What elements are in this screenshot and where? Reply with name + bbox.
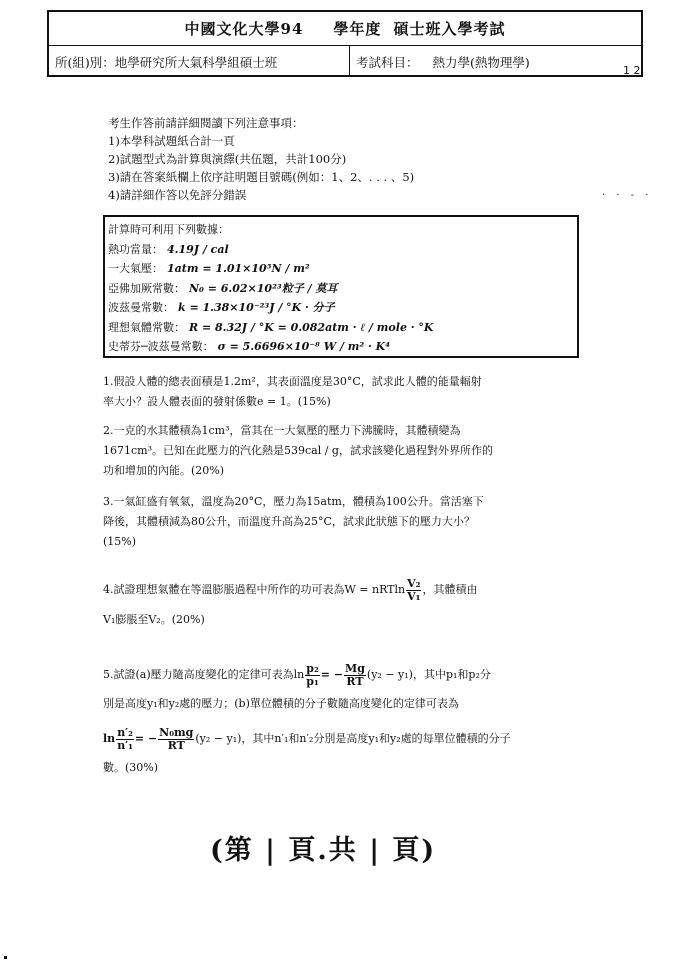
constant-row: 波茲曼常數： k = 1.38×10⁻²³J / °K · 分子	[108, 301, 335, 314]
constant-row: 史蒂芬─波茲曼常數： σ = 5.6696×10⁻⁸ W / m² · K⁴	[108, 340, 391, 353]
constant-row: 理想氣體常數： R = 8.32J / °K = 0.082atm · ℓ / mole · °K	[108, 320, 434, 334]
exam-title-row	[49, 12, 641, 46]
question-5: 5.試證(a)壓力隨高度變化的定律可表為ln $\frac{\text{p₂}}{\text{p₁}}$ = − $\frac{Mg}{RT}$ (y₂ − y₁)，其中p₁和p₂分 別是高度y₁和y₂處的壓力；(b)單位體積的分子數隨高度變化的定律可表為 ln $\frac{\text{n′₂}}{\text{n′₁}}$ = − $\frac{\text{N₀mg}}{RT}$ (y₂ − y₁)，其中n′₁和n′₂分別是高度y₁和y₂處的每單位體積的分子 數。(30%)	[103, 661, 511, 774]
year-label: 學年度	[333, 20, 382, 38]
subject: 熱力學(熱物理學)	[432, 54, 530, 70]
exam-header	[47, 10, 643, 77]
department-cell	[49, 46, 350, 77]
constants-title: 計算時可利用下列數據：	[108, 223, 229, 236]
institution: 中國文化大學94	[184, 20, 304, 38]
subject-cell	[350, 46, 641, 77]
instruction-item: 1)本學科試題紙合計一頁	[108, 134, 235, 148]
instructions	[108, 114, 414, 204]
instruction-item: 3)請在答案紙欄上依序註明題目號碼(例如：1、2、. . . 、5)	[108, 170, 415, 184]
constants-box	[103, 215, 579, 358]
fraction: $\frac{\text{n′₂}}{\text{n′₁}}$	[117, 725, 133, 752]
exam-name: 碩士班入學考試	[393, 20, 506, 38]
instruction-title: 考生作答前請詳細閱讀下列注意事項：	[108, 116, 304, 130]
department: 所(組)別：地學研究所大氣科學組碩士班	[55, 54, 278, 70]
constant-row: 亞佛加厥常數： N₀ = 6.02×10²³粒子 / 莫耳	[108, 281, 338, 295]
subject-label: 考試科目：	[356, 54, 419, 70]
question-2: 2.一克的水其體積為1cm³，當其在一大氣壓的壓力下沸騰時，其體積變為 1671cm³。已知在此壓力的汽化熱是539cal / g，試求該變化過程對外界所作的 功和增加的內能。(20%)	[103, 424, 493, 477]
scan-marks: · · - ·	[602, 190, 653, 201]
constant-row: 一大氣壓： 1atm = 1.01×10⁵N / m²	[108, 262, 310, 275]
scan-dot	[4, 956, 7, 959]
question-4: 4.試證理想氣體在等溫膨脹過程中所作的功可表為W = nRTln $\frac{\text{V₂}}{\text{V₁}}$ ，其體積由 V₁膨脹至V₂。(20%)	[103, 576, 478, 626]
question-3: 3.一氣缸盛有氧氣，溫度為20°C，壓力為15atm，體積為100公升。當活塞下 降後，其體積減為80公升，而溫度升高為25°C，試求此狀態下的壓力大小？ (15%)	[103, 495, 484, 548]
fraction: $\frac{Mg}{RT}$	[345, 661, 365, 688]
exam-info-row	[49, 46, 641, 77]
constant-row: 熱功當量： 4.19J / cal	[108, 242, 229, 256]
instruction-item: 2)試題型式為計算與演繹(共伍題，共計100分)	[108, 152, 347, 166]
instruction-item: 4)請詳細作答以免評分錯誤	[108, 188, 247, 202]
fraction: $\frac{\text{N₀mg}}{RT}$	[159, 725, 194, 752]
page-footer: (第 | 頁.共 | 頁)	[210, 835, 437, 866]
fraction: $\frac{\text{V₂}}{\text{V₁}}$	[407, 576, 421, 603]
fraction: $\frac{\text{p₂}}{\text{p₁}}$	[306, 661, 319, 688]
question-1: 1.假設人體的總表面積是1.2m²，其表面溫度是30°C，試求此人體的能量輻射 率大小？設人體表面的發射係數e = 1。(15%)	[103, 375, 482, 408]
page-mark: 1 2	[623, 64, 641, 77]
